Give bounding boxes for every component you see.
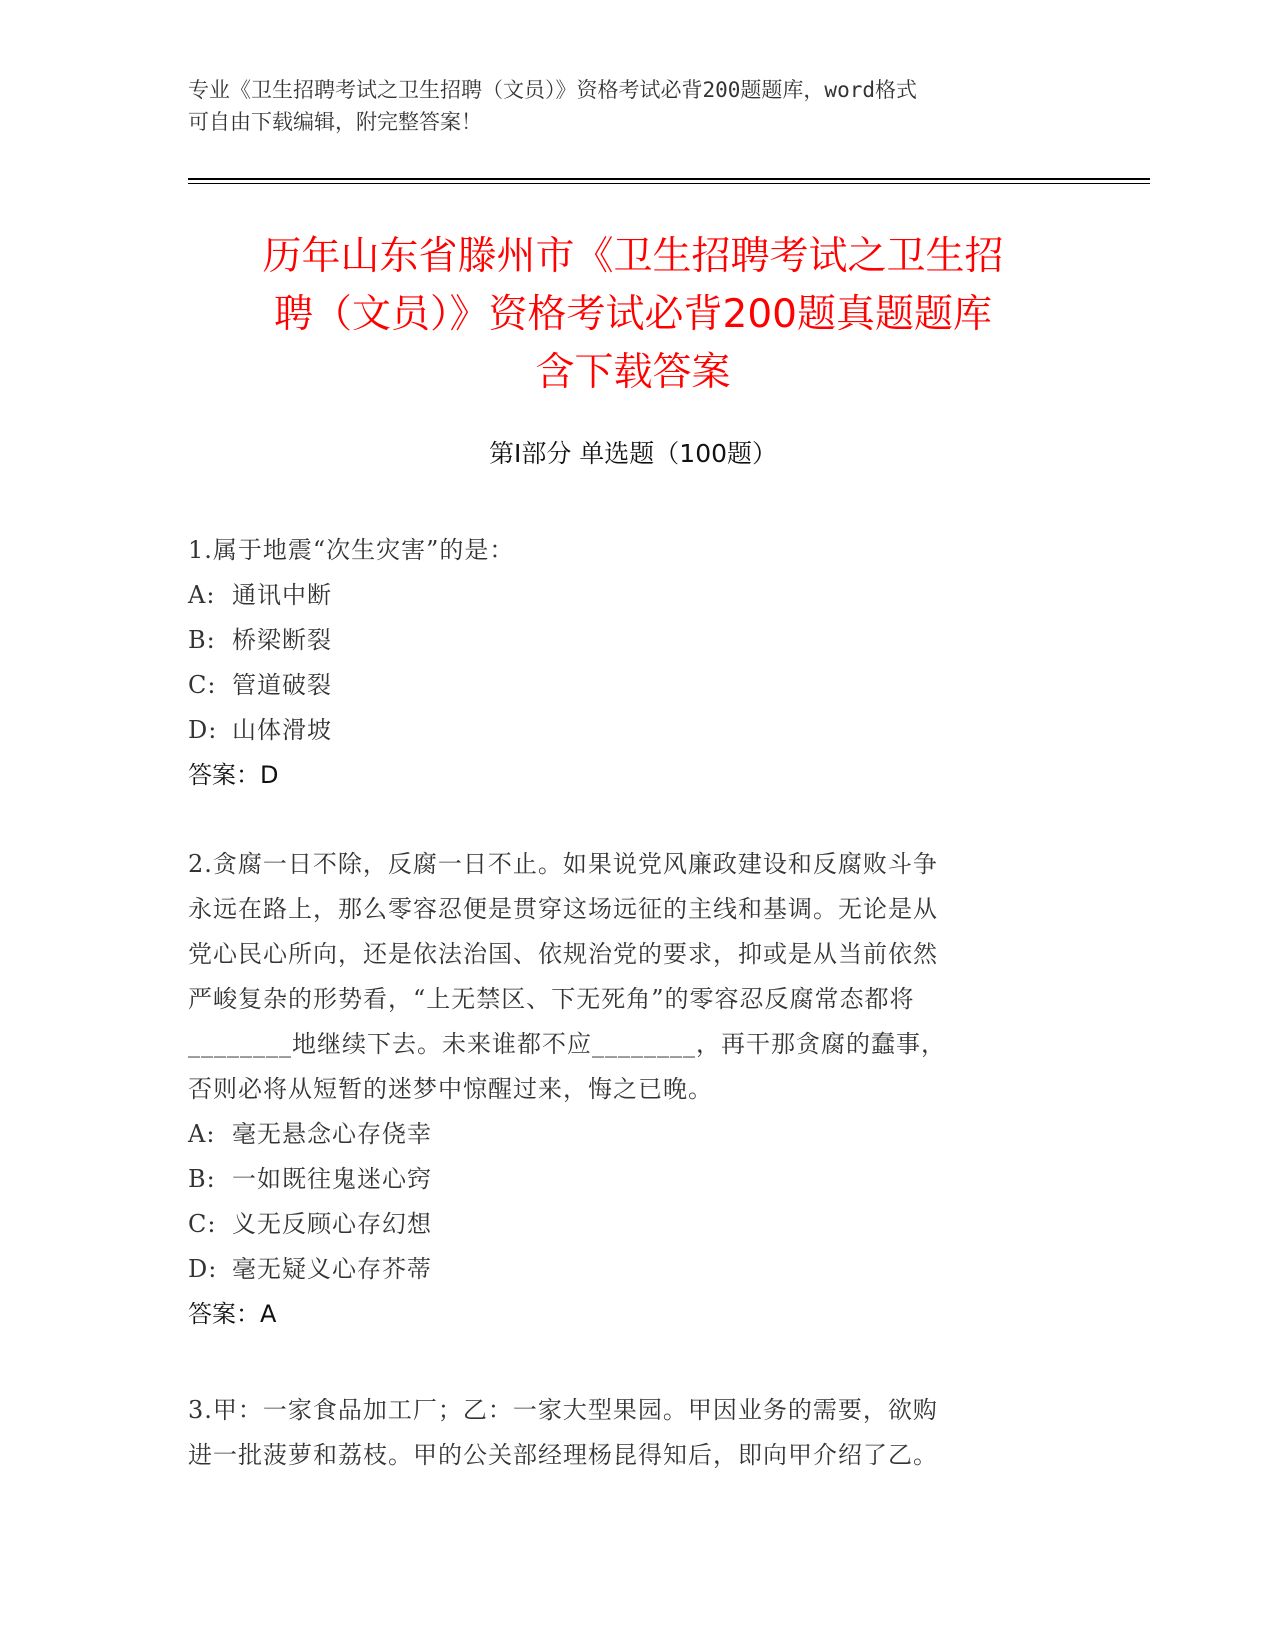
stem-line: 3.甲：一家食品加工厂；乙：一家大型果园。甲因业务的需要，欲购 <box>188 1396 938 1424</box>
question-2 <box>188 842 1058 1337</box>
option-text: 通讯中断 <box>232 581 332 609</box>
stem-line: 1.属于地震“次生灾害”的是： <box>188 536 515 564</box>
header-line-2: 可自由下载编辑，附完整答案！ <box>188 110 482 134</box>
option-c <box>188 1202 1058 1247</box>
option-text: 义无反顾心存幻想 <box>232 1210 432 1238</box>
option-letter: D: <box>188 1255 218 1283</box>
stem-line: 进一批菠萝和荔枝。甲的公关部经理杨昆得知后，即向甲介绍了乙。 <box>188 1441 938 1469</box>
option-a <box>188 573 1058 618</box>
stem-line: 2.贪腐一日不除，反腐一日不止。如果说党风廉政建设和反腐败斗争 <box>188 850 938 878</box>
option-text: 毫无疑义心存芥蒂 <box>232 1255 432 1283</box>
option-letter: B: <box>188 1165 216 1193</box>
option-letter: A: <box>188 581 216 609</box>
stem-line: 永远在路上，那么零容忍便是贯穿这场远征的主线和基调。无论是从 <box>188 895 938 923</box>
option-a <box>188 1112 1058 1157</box>
question-stem <box>188 842 1058 1112</box>
section-heading: 第Ⅰ部分 单选题（100题） <box>488 439 778 468</box>
option-d <box>188 1247 1058 1292</box>
page-header <box>188 74 1078 138</box>
document-title <box>188 228 1078 402</box>
answer-label: 答案：A <box>188 1300 277 1328</box>
question-1 <box>188 528 1058 798</box>
title-line-1: 历年山东省滕州市《卫生招聘考试之卫生招 <box>262 234 1004 279</box>
stem-line: 党心民心所向，还是依法治国、依规治党的要求，抑或是从当前依然 <box>188 940 938 968</box>
option-b <box>188 618 1058 663</box>
title-line-2: 聘（文员）》资格考试必背200题真题题库 <box>274 292 992 337</box>
answer-label: 答案：D <box>188 761 279 789</box>
stem-line: 严峻复杂的形势看，“上无禁区、下无死角”的零容忍反腐常态都将 <box>188 985 915 1013</box>
option-letter: C: <box>188 671 217 699</box>
title-line-3: 含下载答案 <box>535 350 731 395</box>
option-text: 毫无悬念心存侥幸 <box>232 1120 432 1148</box>
question-stem <box>188 1388 1058 1478</box>
question-3 <box>188 1388 1058 1478</box>
option-text: 桥梁断裂 <box>232 626 332 654</box>
option-b <box>188 1157 1058 1202</box>
stem-line: 否则必将从短暂的迷梦中惊醒过来，悔之已晚。 <box>188 1075 713 1103</box>
header-divider <box>188 178 1150 184</box>
option-text: 一如既往鬼迷心窍 <box>232 1165 432 1193</box>
option-text: 山体滑坡 <box>232 716 332 744</box>
option-letter: B: <box>188 626 216 654</box>
question-stem <box>188 528 1058 573</box>
option-text: 管道破裂 <box>232 671 332 699</box>
option-letter: D: <box>188 716 218 744</box>
option-c <box>188 663 1058 708</box>
option-letter: C: <box>188 1210 217 1238</box>
option-d <box>188 708 1058 753</box>
stem-line: ________地继续下去。未来谁都不应________，再干那贪腐的蠢事， <box>188 1030 946 1058</box>
header-line-1: 专业《卫生招聘考试之卫生招聘（文员）》资格考试必背200题题库，word格式 <box>188 78 917 102</box>
option-letter: A: <box>188 1120 216 1148</box>
